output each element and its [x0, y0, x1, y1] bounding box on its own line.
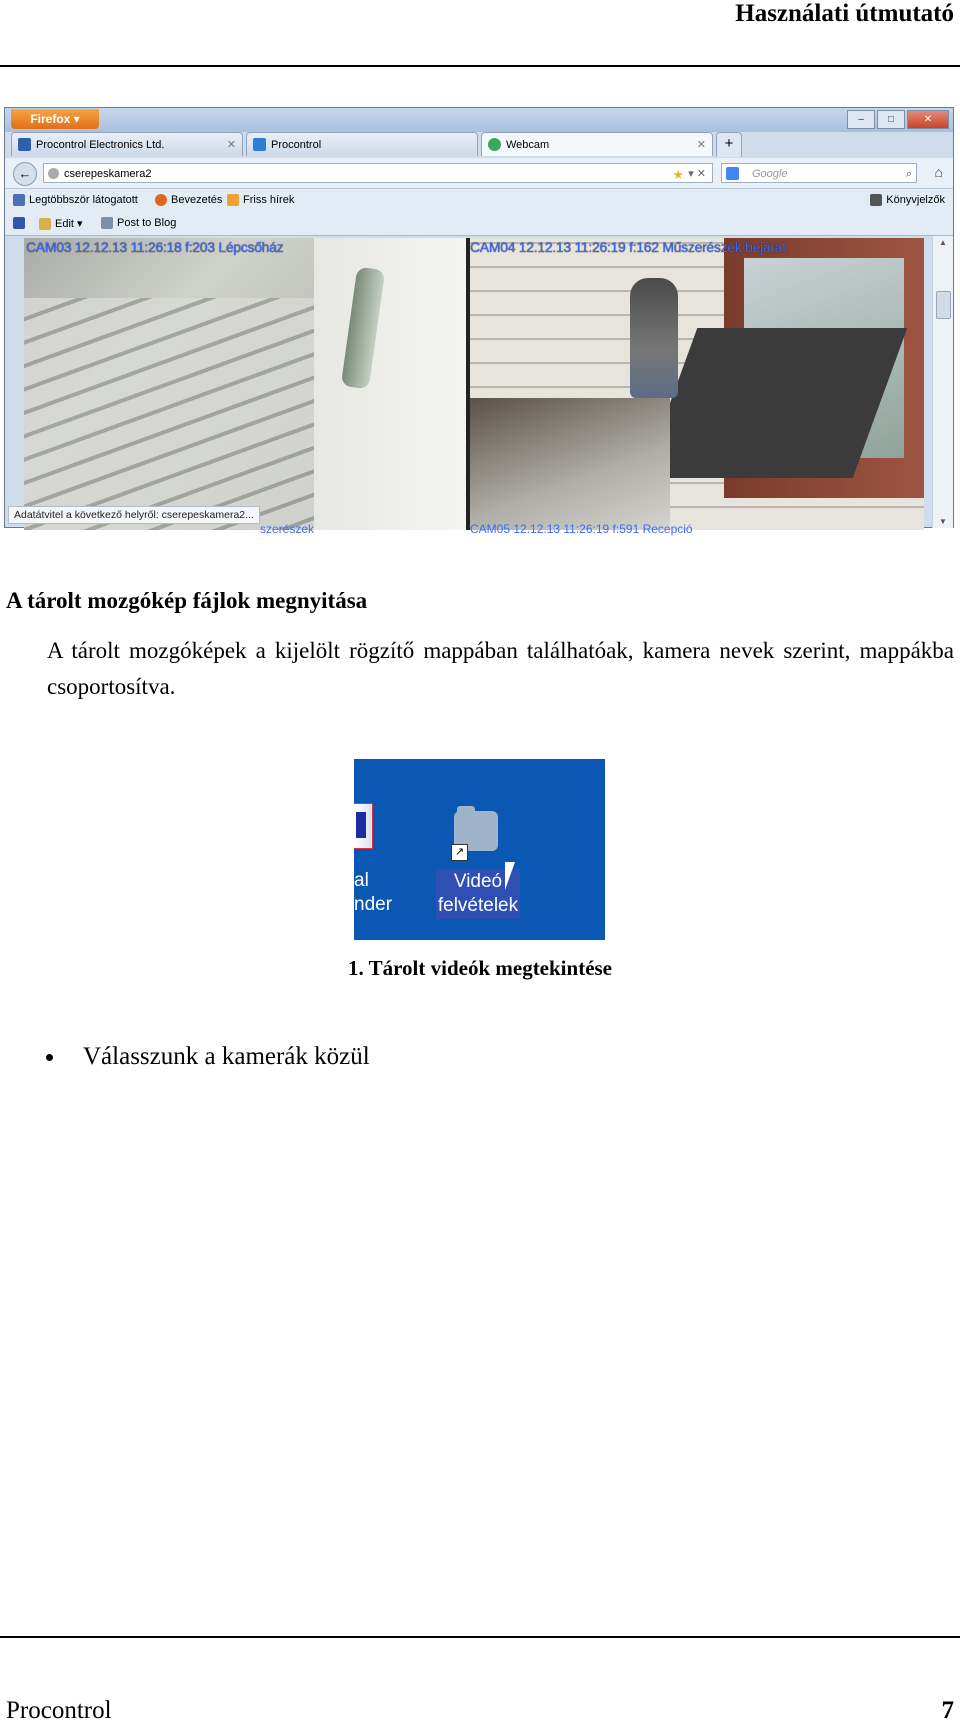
camera-feed-staircase — [24, 238, 466, 536]
addon-toolbar — [5, 213, 953, 236]
edit-button[interactable]: Edit ▾ — [39, 217, 83, 230]
figure-caption: 1. Tárolt videók megtekintése — [347, 956, 613, 980]
footer-rule — [0, 1636, 960, 1638]
browser-screenshot — [4, 107, 954, 536]
site-favicon-icon — [253, 138, 266, 151]
globe-icon — [48, 168, 59, 179]
bookmark-most-visited[interactable]: Legtöbbször látogatott — [13, 194, 138, 206]
camera-feed-entrance — [470, 238, 924, 536]
page-number: 7 — [941, 1697, 954, 1724]
url-input[interactable]: cserepeskamera2 ★ ▾ ✕ — [43, 163, 713, 183]
window-controls — [845, 110, 949, 129]
vertical-scrollbar[interactable] — [932, 236, 953, 528]
bookmark-getting-started[interactable]: Bevezetés — [155, 194, 222, 206]
camera-label-right-bottom: CAM05 12.12.13 11:26:19 f:591 Recepció — [470, 522, 693, 536]
section-paragraph: A tárolt mozgóképek a kijelölt rögzítő mappában találhatóak, kamera nevek szerint, mappákba csoportosítva. — [47, 638, 954, 699]
back-button[interactable]: ← — [13, 162, 37, 186]
scroll-up-icon[interactable]: ▲ — [939, 238, 947, 247]
post-to-blog-button[interactable]: Post to Blog — [101, 217, 176, 229]
tab-procontrol-electronics[interactable]: Procontrol Electronics Ltd. ✕ — [11, 132, 243, 156]
site-favicon-icon — [18, 138, 31, 151]
tab-webcam[interactable]: Webcam ✕ — [481, 132, 713, 156]
footer-brand: Procontrol — [6, 1697, 112, 1724]
close-window-icon[interactable]: ✕ — [907, 110, 949, 129]
bookmarks-toolbar — [5, 189, 953, 213]
page-header-title: Használati útmutató — [735, 0, 954, 27]
tab-strip — [11, 132, 742, 158]
scrollbar-thumb[interactable] — [936, 291, 951, 319]
close-tab-icon[interactable]: ✕ — [226, 139, 236, 151]
search-input[interactable]: Google ⌕ — [721, 163, 917, 183]
new-tab-button[interactable]: + — [716, 132, 742, 157]
maximize-icon[interactable]: □ — [877, 110, 905, 129]
camera-label-left-bottom: szerészek — [260, 522, 315, 536]
home-icon[interactable]: ⌂ — [934, 164, 943, 180]
stop-icon[interactable]: ▾ ✕ — [688, 168, 706, 180]
webcam-view — [24, 238, 924, 536]
camera-label-right: CAM04 12.12.13 11:26:19 f:162 Műszerészek bejárat — [470, 239, 786, 255]
desktop-screenshot — [354, 759, 605, 940]
bookmark-latest-news[interactable]: Friss hírek — [227, 194, 294, 206]
application-icon — [354, 803, 373, 849]
partial-icon-label: al nder — [354, 870, 393, 915]
browser-titlebar — [5, 108, 953, 132]
tab-procontrol[interactable]: Procontrol — [246, 132, 478, 156]
loading-icon — [488, 138, 501, 151]
firefox-menu-button[interactable]: Firefox ▾ — [11, 109, 99, 129]
bookmarks-menu[interactable]: Könyvjelzők — [870, 194, 945, 206]
folder-label[interactable]: Videó felvételek — [436, 869, 520, 919]
bookmark-star-icon[interactable]: ★ — [672, 167, 684, 182]
bullet-icon — [46, 1054, 53, 1061]
minimize-icon[interactable]: – — [847, 110, 875, 129]
ce-icon[interactable] — [13, 217, 29, 229]
section-title: A tárolt mozgókép fájlok megnyitása — [6, 588, 368, 613]
status-bar: Adatátvitel a következő helyről: cserepeskamera2... — [8, 506, 260, 524]
close-tab-icon[interactable]: ✕ — [696, 139, 706, 151]
camera-label-left: CAM03 12.12.13 11:26:18 f:203 Lépcsőház — [26, 239, 284, 255]
google-icon — [726, 167, 739, 180]
bullet-list-item: Válasszunk a kamerák közül — [46, 1043, 370, 1071]
mouse-cursor-icon — [505, 862, 515, 890]
shortcut-arrow-icon: ↗ — [451, 844, 468, 861]
search-icon[interactable]: ⌕ — [905, 168, 912, 180]
header-rule — [0, 65, 960, 67]
scroll-down-icon[interactable]: ▼ — [939, 517, 947, 526]
navigation-bar — [5, 158, 953, 189]
